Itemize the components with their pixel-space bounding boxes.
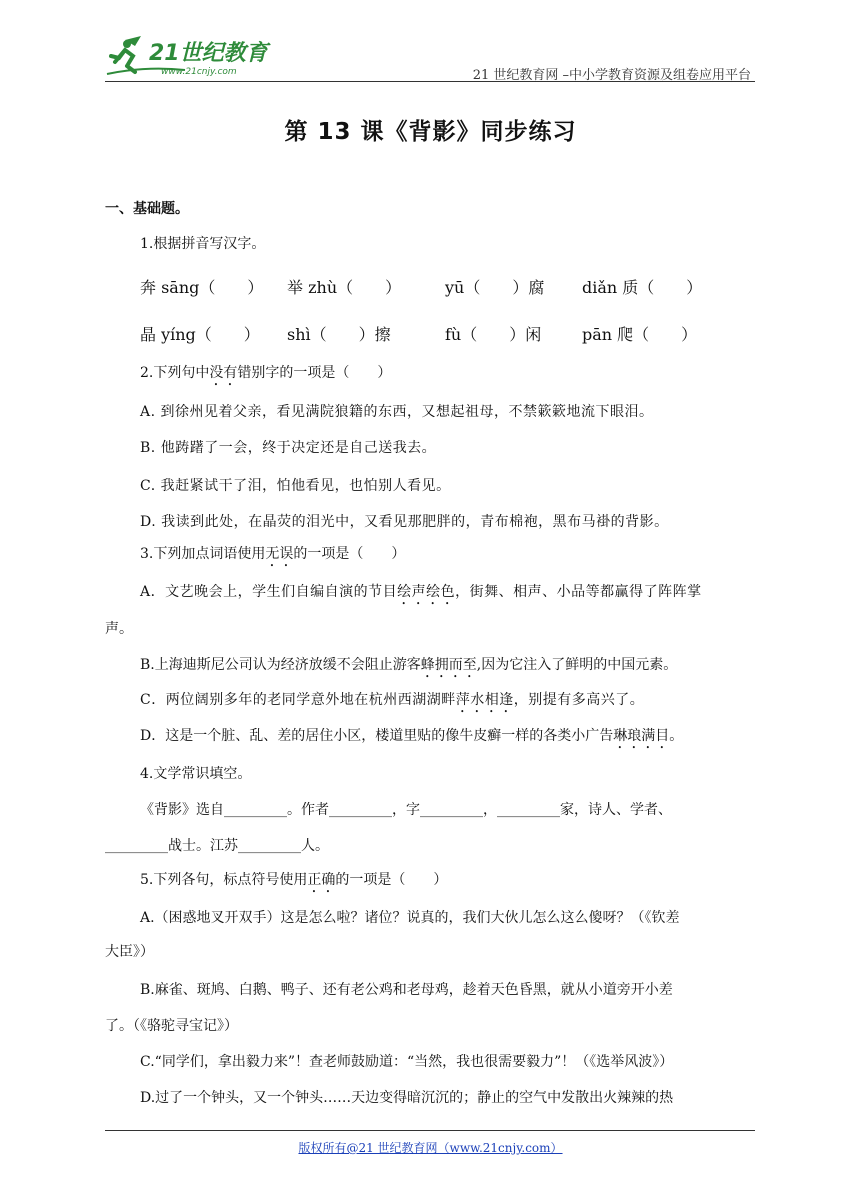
footer-divider (105, 1130, 755, 1131)
copyright-link[interactable]: 版权所有@21 世纪教育网（www.21cnjy.com） (298, 1141, 563, 1155)
q5-stem: 5.下列各句，标点符号使用正确的一项是（ ） (140, 872, 448, 888)
pinyin-item: 举 zhù（ ） (287, 278, 402, 297)
pinyin-item: shì（ ）擦 (287, 325, 391, 344)
q4-stem: 4.文学常识填空。 (140, 766, 252, 782)
site-tagline: 21 世纪教育网 –中小学教育资源及组卷应用平台 (472, 68, 751, 83)
q5-option-a-cont: 大臣》） (105, 944, 154, 960)
pinyin-item: yū（ ）腐 (445, 278, 545, 297)
q5-option-a: A.（困惑地叉开双手）这是怎么啦？诸位？说真的，我们大伙儿怎么这么傻呀？（《钦差 (140, 910, 680, 926)
q4-line-1: 《背影》选自_________。作者_________，字_________，_________家，诗人、学者、 (140, 802, 672, 818)
q5-option-d: D.过了一个钟头，又一个钟头……天边变得暗沉沉的；静止的空气中发散出火辣辣的热 (140, 1090, 674, 1106)
q2-option-c: C. 我赶紧试干了泪，怕他看见，也怕别人看见。 (140, 478, 451, 494)
q5-option-b: B.麻雀、斑鸠、白鹅、鸭子、还有老公鸡和老母鸡，趁着天色昏黑，就从小道旁开小差 (140, 982, 673, 998)
header-divider (105, 81, 755, 82)
logo-url: www.21cnjy.com (161, 67, 237, 77)
pinyin-item: pān 爬（ ） (582, 325, 698, 344)
site-logo[interactable] (105, 32, 285, 80)
pinyin-item: fù（ ）闲 (445, 325, 542, 344)
q5-option-c: C.“同学们，拿出毅力来”！查老师鼓励道：“当然，我也很需要毅力”！（《选举风波》） (140, 1054, 674, 1070)
q2-option-a: A. 到徐州见着父亲，看见满院狼籍的东西，又想起祖母，不禁簌簌地流下眼泪。 (140, 404, 654, 420)
q3-option-c: C．两位阔别多年的老同学意外地在杭州西湖湖畔萍水相逢，别提有多高兴了。 (140, 692, 645, 708)
q3-option-b: B.上海迪斯尼公司认为经济放缓不会阻止游客蜂拥而至,因为它注入了鲜明的中国元素。 (140, 657, 678, 673)
page-header (105, 30, 755, 82)
q3-stem: 3.下列加点词语使用无误的一项是（ ） (140, 546, 406, 562)
pinyin-item: diǎn 质（ ） (582, 278, 703, 297)
q5-option-b-cont: 了。（《骆驼寻宝记》） (105, 1018, 238, 1034)
q4-line-2: _________战士。江苏_________人。 (105, 838, 329, 854)
q2-stem: 2.下列句中没有错别字的一项是（ ） (140, 365, 392, 381)
pinyin-item: 奔 sāng（ ） (140, 278, 264, 297)
q1-stem: 1.根据拼音写汉字。 (140, 236, 266, 252)
logo-text: 21世纪教育 (149, 41, 268, 66)
page-title: 第 13 课《背影》同步练习 (284, 119, 577, 145)
section-heading: 一、基础题。 (105, 201, 189, 217)
q3-option-a: A．文艺晚会上，学生们自编自演的节目绘声绘色，街舞、相声、小品等都赢得了阵阵掌 (140, 584, 702, 600)
q2-option-b: B. 他踌躇了一会，终于决定还是自己送我去。 (140, 440, 437, 456)
pinyin-item: 晶 yíng（ ） (140, 325, 260, 344)
q3-option-a-cont: 声。 (105, 621, 133, 637)
q2-option-d: D. 我读到此处，在晶荧的泪光中，又看见那肥胖的，青布棉袍，黑布马褂的背影。 (140, 514, 669, 530)
q3-option-d: D．这是一个脏、乱、差的居住小区，楼道里贴的像牛皮癣一样的各类小广告琳琅满目。 (140, 728, 684, 744)
runner-logo-icon (105, 32, 285, 80)
